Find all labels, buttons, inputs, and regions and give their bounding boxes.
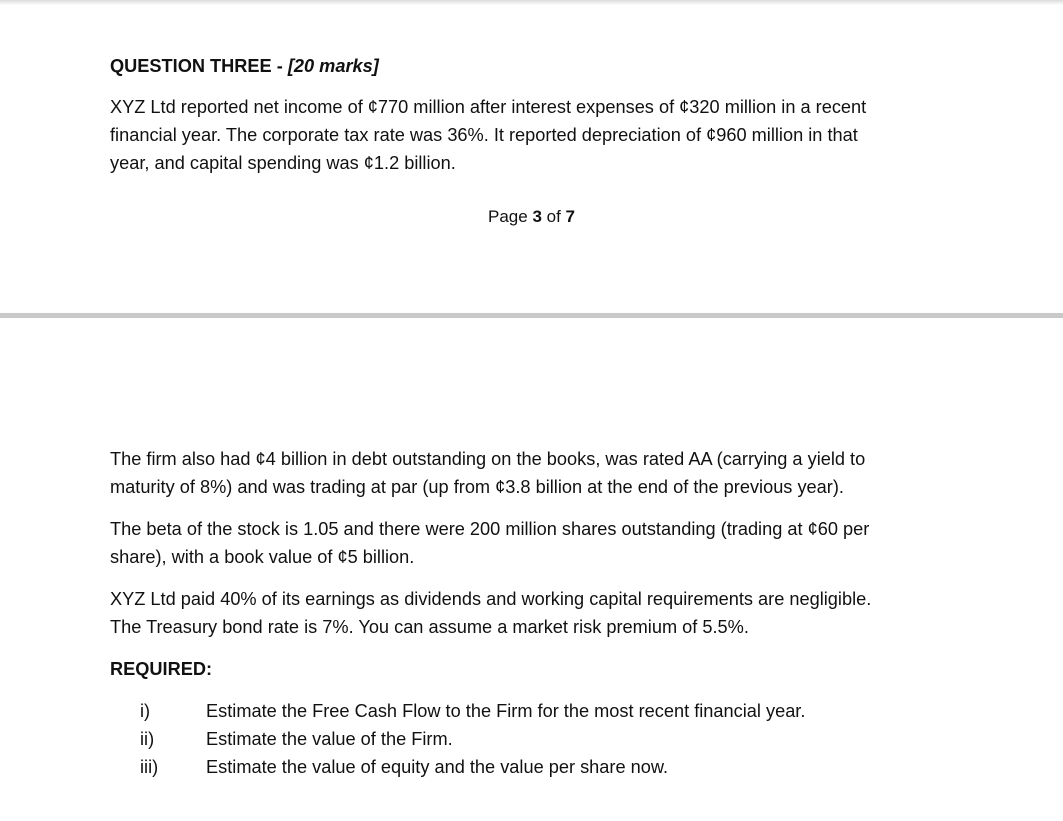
page-break-divider <box>0 313 1063 318</box>
beta-line-2: share), with a book value of ¢5 billion. <box>110 547 415 567</box>
question-marks: [20 marks] <box>287 56 379 76</box>
page-current: 3 <box>532 207 542 226</box>
page-of: of <box>541 207 566 226</box>
required-heading: REQUIRED: <box>110 659 213 679</box>
question-heading <box>110 52 950 80</box>
question-title: QUESTION THREE - <box>110 56 288 76</box>
page-total: 7 <box>565 207 575 226</box>
required-item-2-text: Estimate the value of the Firm. <box>206 729 453 749</box>
intro-line-1: XYZ Ltd reported net income of ¢770 million after interest expenses of ¢320 million in a recent <box>110 97 867 117</box>
top-edge-shadow <box>0 0 1063 5</box>
required-item-1-number: i) <box>140 701 151 721</box>
debt-line-1: The firm also had ¢4 billion in debt outstanding on the books, was rated AA (carrying a yield to <box>110 449 866 469</box>
beta-line-1: The beta of the stock is 1.05 and there were 200 million shares outstanding (trading at ¢60 per <box>110 519 870 539</box>
dividends-line-2: The Treasury bond rate is 7%. You can assume a market risk premium of 5.5%. <box>110 617 749 637</box>
intro-line-3: year, and capital spending was ¢1.2 billion. <box>110 153 456 173</box>
required-item-3-number: iii) <box>140 757 159 777</box>
required-item-2-number: ii) <box>140 729 155 749</box>
required-item-1-text: Estimate the Free Cash Flow to the Firm for the most recent financial year. <box>206 701 806 721</box>
required-item-3-text: Estimate the value of equity and the value per share now. <box>206 757 669 777</box>
page-number <box>0 204 1063 230</box>
intro-line-2: financial year. The corporate tax rate was 36%. It reported depreciation of ¢960 million in that <box>110 125 858 145</box>
dividends-line-1: XYZ Ltd paid 40% of its earnings as dividends and working capital requirements are negligible. <box>110 589 872 609</box>
debt-line-2: maturity of 8%) and was trading at par (up from ¢3.8 billion at the end of the previous year). <box>110 477 844 497</box>
page-prefix: Page <box>488 207 533 226</box>
